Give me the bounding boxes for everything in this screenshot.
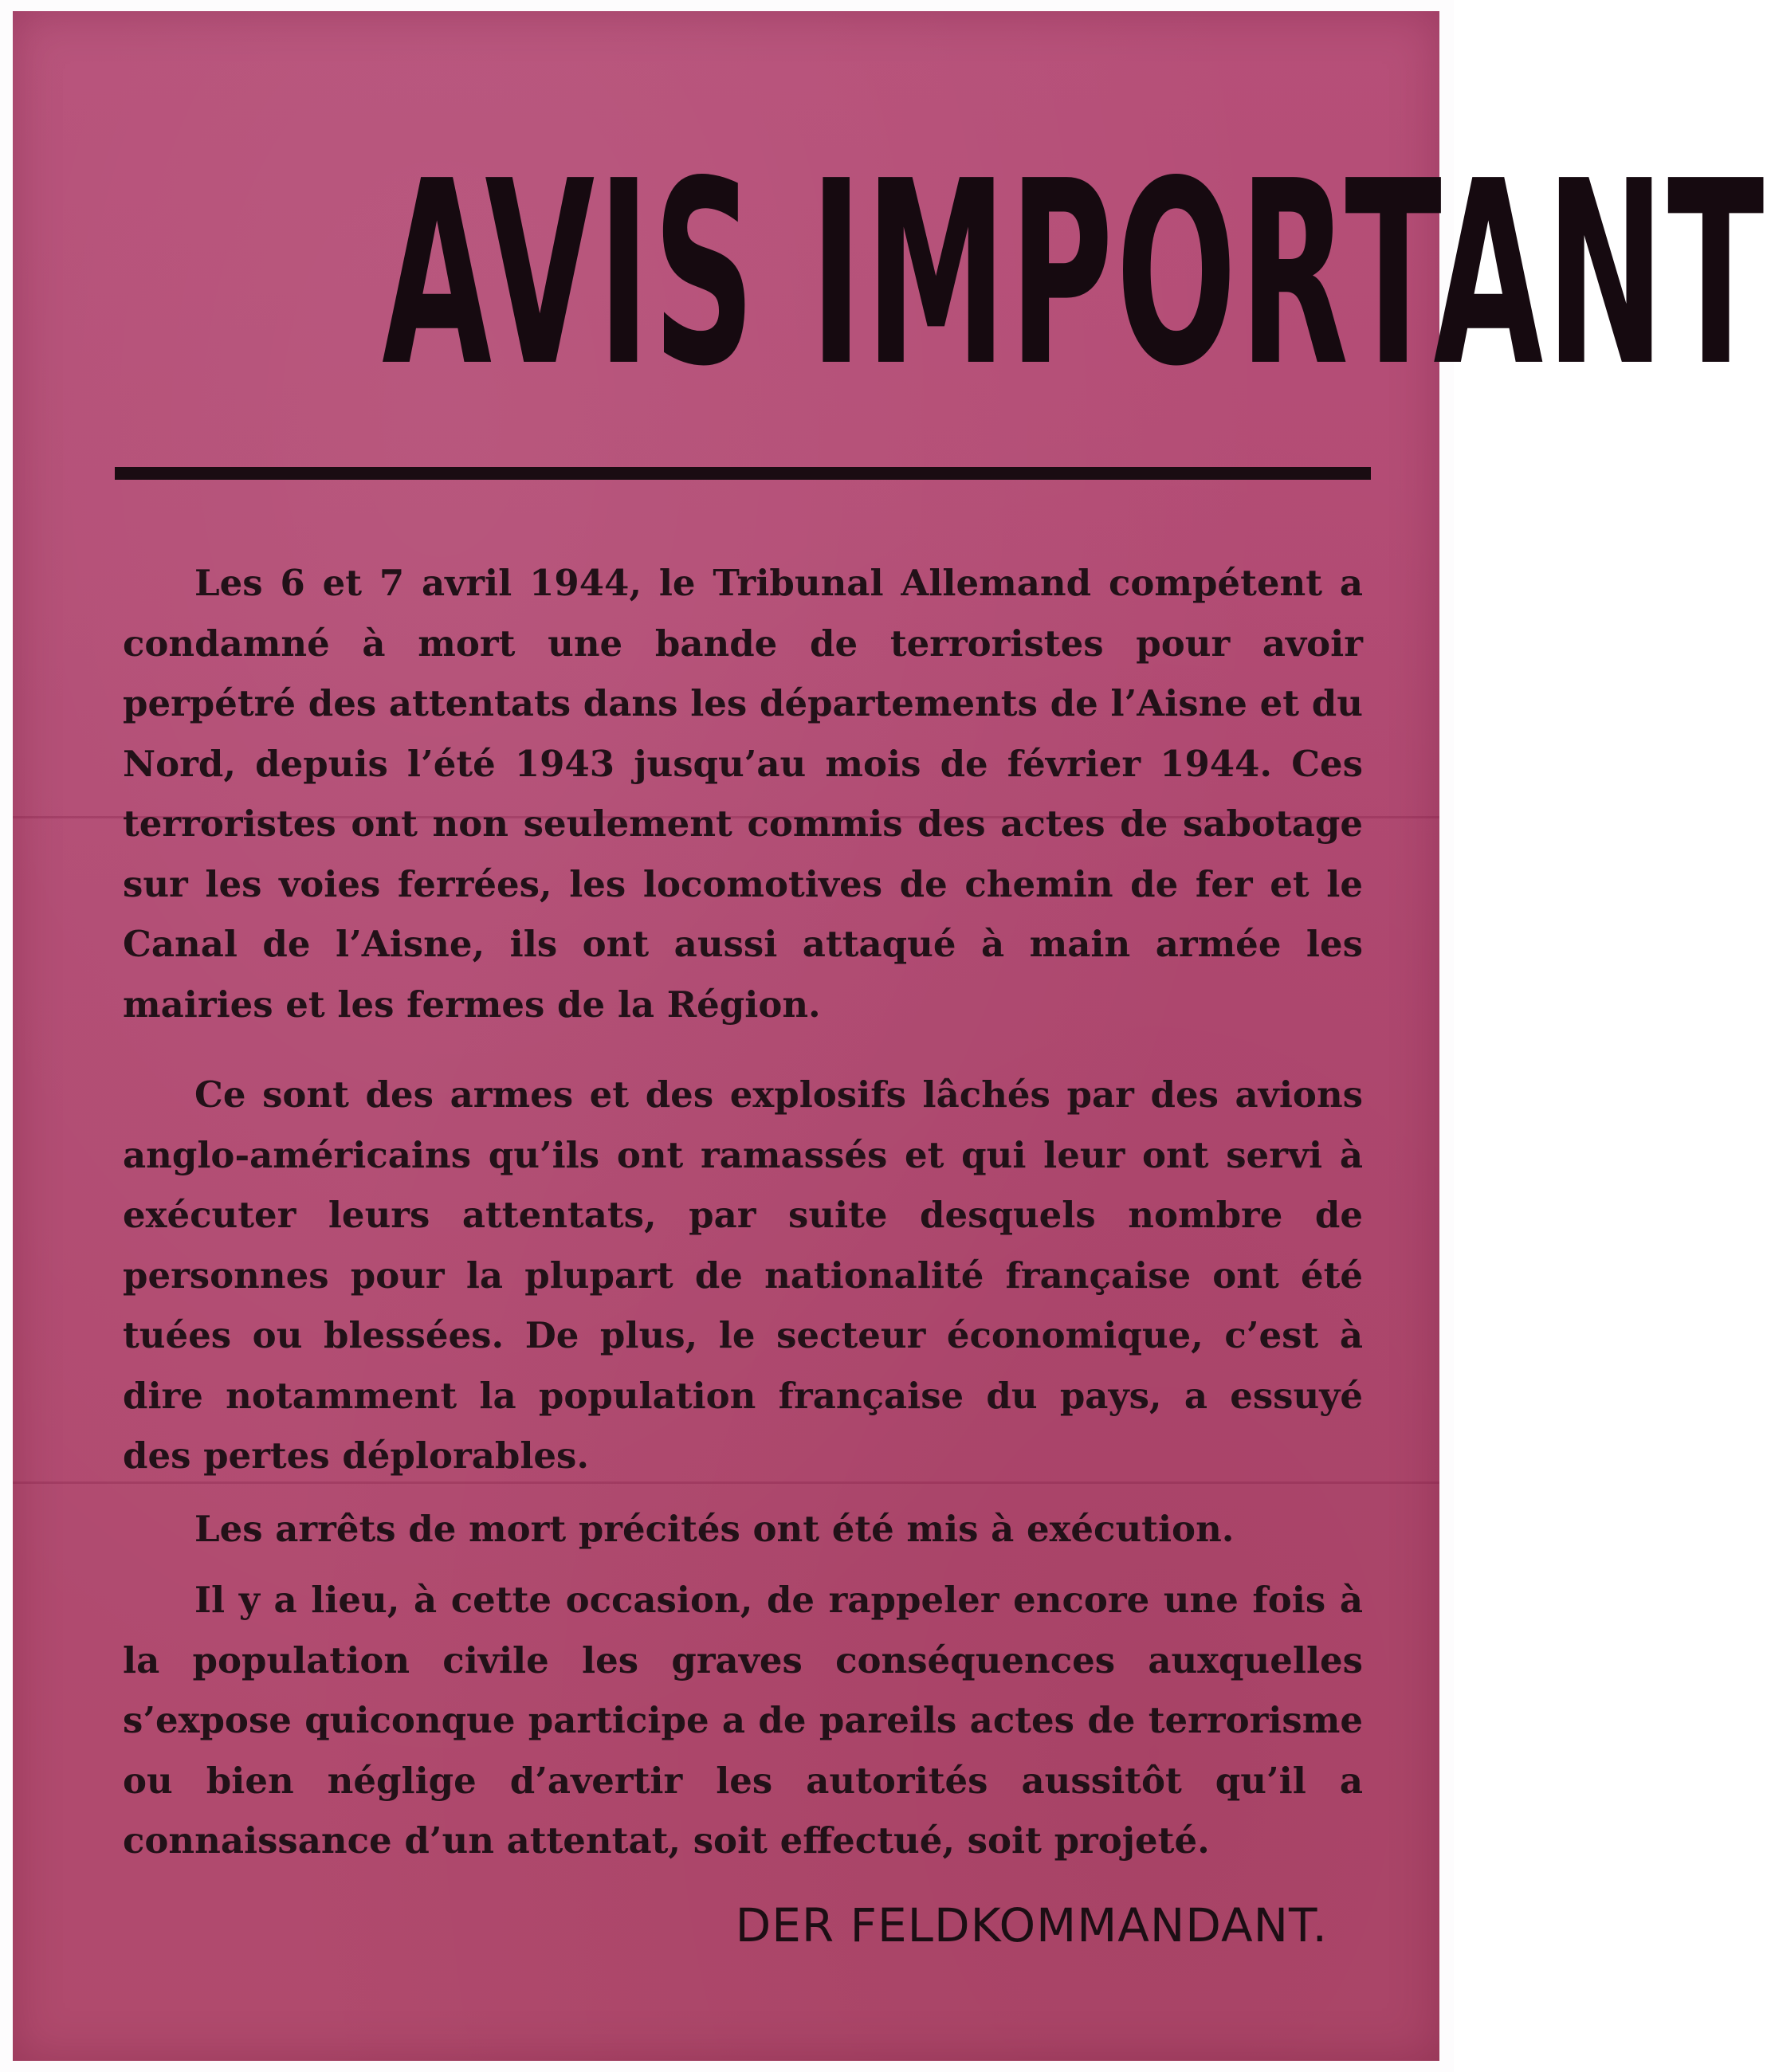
signature: DER FELDKOMMANDANT. bbox=[735, 1898, 1328, 1952]
notice-paragraph-4: Il y a lieu, à cette occasion, de rappeler encore une fois à la population civile les graves conséquences auxquelles s’expose quiconque participe a de pareils actes de terrorisme ou bien néglige d’avertir les autorités aussitôt qu’il a connaissance d’un attentat, soit effectué, soit projeté. bbox=[123, 1579, 1363, 1862]
notice-paragraph-1: Les 6 et 7 avril 1944, le Tribunal Allemand compétent a condamné à mort une bande de terroristes pour avoir perpétré des attentats dans les départements de l’Aisne et du Nord, depuis l’été 1943 jusqu’au mois de février 1944. Ces terroristes ont non seulement commis des actes de sabotage sur les voies ferrées, les locomotives de chemin de fer et le Canal de l’Aisne, ils ont aussi attaqué à main armée les mairies et les fermes de la Région. bbox=[123, 562, 1363, 1026]
notice-body bbox=[123, 553, 1363, 1871]
poster-title: AVIS IMPORTANT bbox=[382, 127, 1767, 422]
poster bbox=[13, 11, 1767, 2061]
title-underline-rule bbox=[115, 467, 1371, 480]
notice-paragraph-3: Les arrêts de mort précités ont été mis à exécution. bbox=[194, 1507, 1235, 1550]
notice-paragraph-2: Ce sont des armes et des explosifs lâchés par des avions anglo-américains qu’ils ont ramassés et qui leur ont servi à exécuter leurs attentats, par suite desquels nombre de personnes pour la plupart de nationalité française ont été tuées ou blessées. De plus, le secteur économique, c’est à dire notamment la population française du pays, a essuyé des pertes déplorables. bbox=[123, 1073, 1363, 1477]
